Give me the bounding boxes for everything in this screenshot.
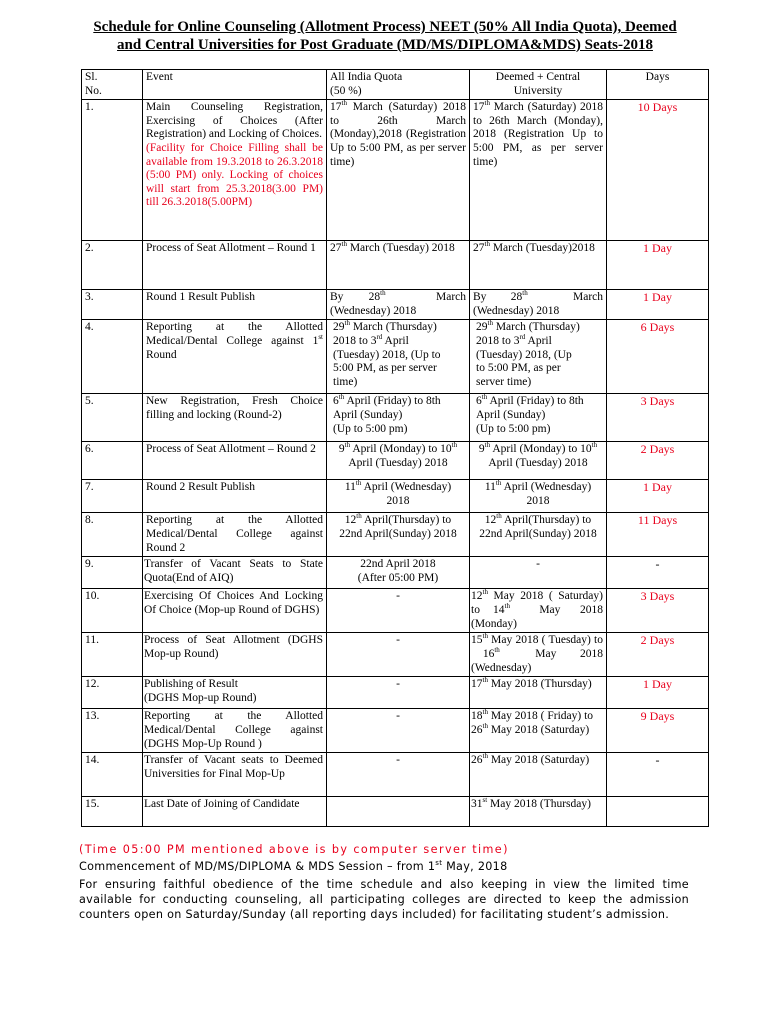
event-cell: Publishing of Result (DGHS Mop-up Round) xyxy=(143,677,327,709)
dcu-date-cell: 31st May 2018 (Thursday) xyxy=(470,797,607,827)
commencement-line: Commencement of MD/MS/DIPLOMA & MDS Session – from 1st May, 2018 xyxy=(79,859,508,873)
aiq-date-cell xyxy=(327,797,470,827)
instructions-paragraph: For ensuring faithful obedience of the time schedule and also keeping in view the limited time available for conducting counseling, all participating colleges are directed to keep the admission counters open on Saturday/Sunday (all reporting days included) for facilitating student’s admission. xyxy=(79,878,689,921)
event-cell: Reporting at the Allotted Medical/Dental College against Round 2 xyxy=(143,513,327,557)
days-cell: 1 Day xyxy=(607,480,709,513)
days-cell: 2 Days xyxy=(607,633,709,677)
days-cell: 11 Days xyxy=(607,513,709,557)
row-number: 7. xyxy=(82,480,143,513)
table-row xyxy=(82,513,709,557)
days-cell: 3 Days xyxy=(607,394,709,442)
aiq-date-cell: By 28th March (Wednesday) 2018 xyxy=(327,290,470,320)
event-cell: Reporting at the Allotted Medical/Dental College against (DGHS Mop-Up Round ) xyxy=(143,709,327,753)
row-number: 9. xyxy=(82,557,143,589)
aiq-date-cell: 22nd April 2018 (After 05:00 PM) xyxy=(327,557,470,589)
row-number: 2. xyxy=(82,241,143,290)
table-row xyxy=(82,241,709,290)
table-header-row xyxy=(82,70,709,100)
aiq-date-cell: - xyxy=(327,589,470,633)
header-event: Event xyxy=(143,70,327,100)
table-row xyxy=(82,320,709,394)
event-cell: Transfer of Vacant Seats to State Quota(End of AIQ) xyxy=(143,557,327,589)
event-cell: Process of Seat Allotment – Round 2 xyxy=(143,442,327,480)
days-cell: 9 Days xyxy=(607,709,709,753)
dcu-date-cell: 12th May 2018 ( Saturday) to 14th May 2018 (Monday) xyxy=(470,589,607,633)
aiq-date-cell: 17th March (Saturday) 2018 to 26th March (Monday),2018 (Registration Up to 5:00 PM, as per server time) xyxy=(327,100,470,241)
table-row xyxy=(82,677,709,709)
dcu-date-cell: By 28th March (Wednesday) 2018 xyxy=(470,290,607,320)
aiq-date-cell: - xyxy=(327,633,470,677)
row-number: 14. xyxy=(82,753,143,797)
row-number: 3. xyxy=(82,290,143,320)
aiq-date-cell: 12th April(Thursday) to 22nd April(Sunday) 2018 xyxy=(327,513,470,557)
aiq-date-cell: - xyxy=(327,677,470,709)
row-number: 4. xyxy=(82,320,143,394)
table-row xyxy=(82,797,709,827)
event-cell: Round 1 Result Publish xyxy=(143,290,327,320)
event-cell: Round 2 Result Publish xyxy=(143,480,327,513)
dcu-date-cell: 15th May 2018 ( Tuesday) to 16th May 2018 (Wednesday) xyxy=(470,633,607,677)
title-line-1: Schedule for Online Counseling (Allotment Process) NEET (50% All India Quota), Deemed xyxy=(93,19,677,35)
event-cell: Transfer of Vacant seats to Deemed Universities for Final Mop-Up xyxy=(143,753,327,797)
table-row xyxy=(82,394,709,442)
days-cell: 2 Days xyxy=(607,442,709,480)
days-cell: 1 Day xyxy=(607,677,709,709)
table-row xyxy=(82,709,709,753)
server-time-note: (Time 05:00 PM mentioned above is by computer server time) xyxy=(79,843,509,856)
row-number: 11. xyxy=(82,633,143,677)
table-row xyxy=(82,589,709,633)
dcu-date-cell: 12th April(Thursday) to 22nd April(Sunday) 2018 xyxy=(470,513,607,557)
days-cell: 10 Days xyxy=(607,100,709,241)
header-all-india-quota: All India Quota (50 %) xyxy=(327,70,470,100)
days-cell: 3 Days xyxy=(607,589,709,633)
row-number: 6. xyxy=(82,442,143,480)
row-number: 1. xyxy=(82,100,143,241)
table-row xyxy=(82,633,709,677)
aiq-date-cell: 11th April (Wednesday) 2018 xyxy=(327,480,470,513)
days-cell xyxy=(607,797,709,827)
days-cell: - xyxy=(607,557,709,589)
dcu-date-cell: 9th April (Monday) to 10th April (Tuesday) 2018 xyxy=(470,442,607,480)
dcu-date-cell: 17th March (Saturday) 2018 to 26th March (Monday), 2018 (Registration Up to 5:00 PM, as per server time) xyxy=(470,100,607,241)
row-number: 5. xyxy=(82,394,143,442)
days-cell: 1 Day xyxy=(607,241,709,290)
days-cell: - xyxy=(607,753,709,797)
days-cell: 1 Day xyxy=(607,290,709,320)
row-number: 12. xyxy=(82,677,143,709)
title-line-2: and Central Universities for Post Graduate (MD/MS/DIPLOMA&MDS) Seats-2018 xyxy=(117,37,653,53)
row-number: 13. xyxy=(82,709,143,753)
row-number: 8. xyxy=(82,513,143,557)
table-row xyxy=(82,100,709,241)
header-days: Days xyxy=(607,70,709,100)
table-row xyxy=(82,753,709,797)
header-sl-no: Sl. No. xyxy=(82,70,143,100)
table-row xyxy=(82,290,709,320)
days-cell: 6 Days xyxy=(607,320,709,394)
dcu-date-cell: 27th March (Tuesday)2018 xyxy=(470,241,607,290)
row-number: 15. xyxy=(82,797,143,827)
event-cell: Exercising Of Choices And Locking Of Choice (Mop-up Round of DGHS) xyxy=(143,589,327,633)
event-cell: Process of Seat Allotment – Round 1 xyxy=(143,241,327,290)
dcu-date-cell: 11th April (Wednesday) 2018 xyxy=(470,480,607,513)
dcu-date-cell: - xyxy=(470,557,607,589)
aiq-date-cell: - xyxy=(327,753,470,797)
event-cell: Main Counseling Registration, Exercising of Choices (After Registration) and Locking of Choices. (Facility for Choice Filling shall be available from 19.3.2018 to 26.3.2018 (5:00 PM) only. Locking of choices will start from 25.3.2018(3.00 PM) till 26.3.2018(5.00PM) xyxy=(143,100,327,241)
row-number: 10. xyxy=(82,589,143,633)
dcu-date-cell: 18th May 2018 ( Friday) to 26th May 2018 (Saturday) xyxy=(470,709,607,753)
aiq-date-cell: 6th April (Friday) to 8th April (Sunday) (Up to 5:00 pm) xyxy=(327,394,470,442)
table-row xyxy=(82,480,709,513)
aiq-date-cell: 29th March (Thursday) 2018 to 3rd April (Tuesday) 2018, (Up to 5:00 PM, as per server time) xyxy=(327,320,470,394)
dcu-date-cell: 17th May 2018 (Thursday) xyxy=(470,677,607,709)
event-cell: New Registration, Fresh Choice filling and locking (Round-2) xyxy=(143,394,327,442)
table-row xyxy=(82,557,709,589)
event-cell: Process of Seat Allotment (DGHS Mop-up Round) xyxy=(143,633,327,677)
dcu-date-cell: 26th May 2018 (Saturday) xyxy=(470,753,607,797)
aiq-date-cell: 9th April (Monday) to 10th April (Tuesday) 2018 xyxy=(327,442,470,480)
dcu-date-cell: 6th April (Friday) to 8th April (Sunday) (Up to 5:00 pm) xyxy=(470,394,607,442)
aiq-date-cell: - xyxy=(327,709,470,753)
event-cell: Reporting at the Allotted Medical/Dental College against 1st Round xyxy=(143,320,327,394)
aiq-date-cell: 27th March (Tuesday) 2018 xyxy=(327,241,470,290)
schedule-table xyxy=(81,69,709,827)
dcu-date-cell: 29th March (Thursday) 2018 to 3rd April (Tuesday) 2018, (Up to 5:00 PM, as per server time) xyxy=(470,320,607,394)
document-title xyxy=(60,18,710,54)
table-row xyxy=(82,442,709,480)
header-deemed-central: Deemed + Central University xyxy=(470,70,607,100)
event-cell: Last Date of Joining of Candidate xyxy=(143,797,327,827)
